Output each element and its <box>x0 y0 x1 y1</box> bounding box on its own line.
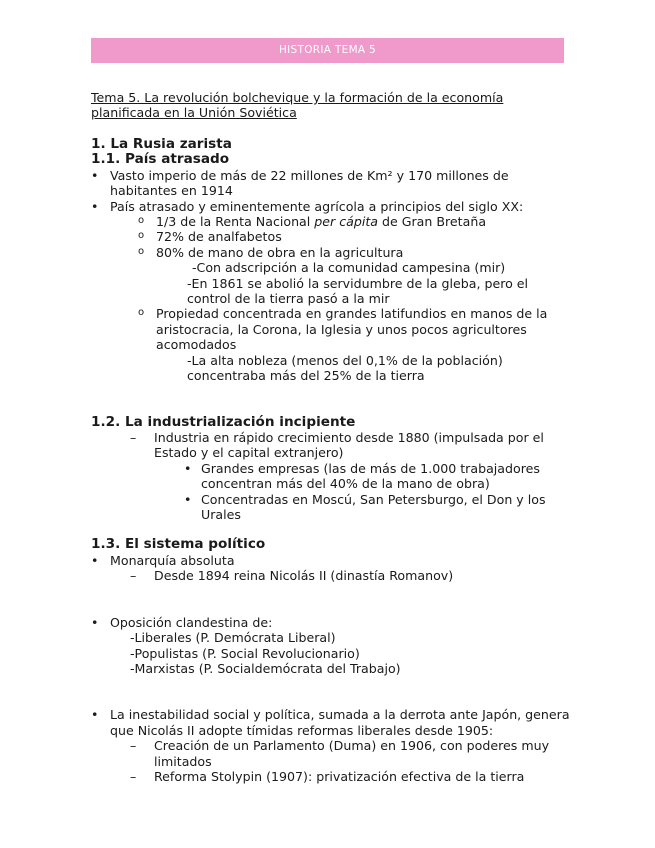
list-item: • Monarquía absoluta <box>91 553 571 568</box>
list-item <box>91 214 571 229</box>
list-item: o 72% de analfabetos <box>91 229 571 244</box>
list-item-text: 1/3 de la Renta Nacional <box>156 214 315 230</box>
title-line-1: Tema 5. La revolución bolchevique y la formación de la economía <box>91 90 504 105</box>
note-line: -La alta nobleza (menos del 0,1% de la población) concentraba más del 25% de la tierra <box>187 352 503 384</box>
party-line: -Populistas (P. Social Revolucionario) <box>130 645 360 661</box>
section-1-1-heading: 1.1. País atrasado <box>91 151 230 168</box>
list-item: • Grandes empresas (las de más de 1.000 trabajadores concentran más del 40% de la mano de obra) <box>91 461 571 492</box>
party-line: -Marxistas (P. Socialdemócrata del Trabajo) <box>130 660 401 676</box>
note-line: -En 1861 se abolió la servidumbre de la gleba, pero el control de la tierra pasó a la mir <box>187 275 529 307</box>
note-line: -Con adscripción a la comunidad campesina (mir) <box>192 260 506 276</box>
section-1-heading: 1. La Rusia zarista <box>91 135 232 152</box>
section-1-2-heading: 1.2. La industrialización incipiente <box>91 413 356 430</box>
list-item: – Industria en rápido crecimiento desde 1880 (impulsada por el Estado y el capital extranjero) <box>91 430 571 461</box>
list-item: – Creación de un Parlamento (Duma) en 1906, con poderes muy limitados <box>91 738 571 769</box>
list-item: – Desde 1894 reina Nicolás II (dinastía Romanov) <box>91 568 571 583</box>
title-line-2: planificada en la Unión Soviética <box>91 105 297 121</box>
list-item-text: de Gran Bretaña <box>378 214 487 230</box>
list-item: • Concentradas en Moscú, San Petersburgo, el Don y los Urales <box>91 492 571 523</box>
page-header <box>91 38 564 63</box>
document-title <box>91 90 571 121</box>
party-line: -Liberales (P. Demócrata Liberal) <box>130 630 336 646</box>
list-item: • Vasto imperio de más de 22 millones de Km² y 170 millones de habitantes en 1914 <box>91 168 571 199</box>
list-item: • La inestabilidad social y política, sumada a la derrota ante Japón, genera que Nicolás II adopte tímidas reformas liberales desde 1905: <box>91 707 571 738</box>
list-item: o 80% de mano de obra en la agricultura <box>91 245 571 260</box>
list-item: • Oposición clandestina de: <box>91 615 571 630</box>
list-item: o Propiedad concentrada en grandes latifundios en manos de la aristocracia, la Corona, la Iglesia y unos pocos agricultores acomodados <box>91 306 571 352</box>
header-title: HISTORIA TEMA 5 <box>278 44 377 56</box>
list-item: • País atrasado y eminentemente agrícola a principios del siglo XX: <box>91 199 571 214</box>
emphasis-per-capita: per cápita <box>314 214 378 230</box>
list-item: – Reforma Stolypin (1907): privatización efectiva de la tierra <box>91 769 571 784</box>
document-body <box>91 90 571 784</box>
section-1-3-heading: 1.3. El sistema político <box>91 536 266 553</box>
